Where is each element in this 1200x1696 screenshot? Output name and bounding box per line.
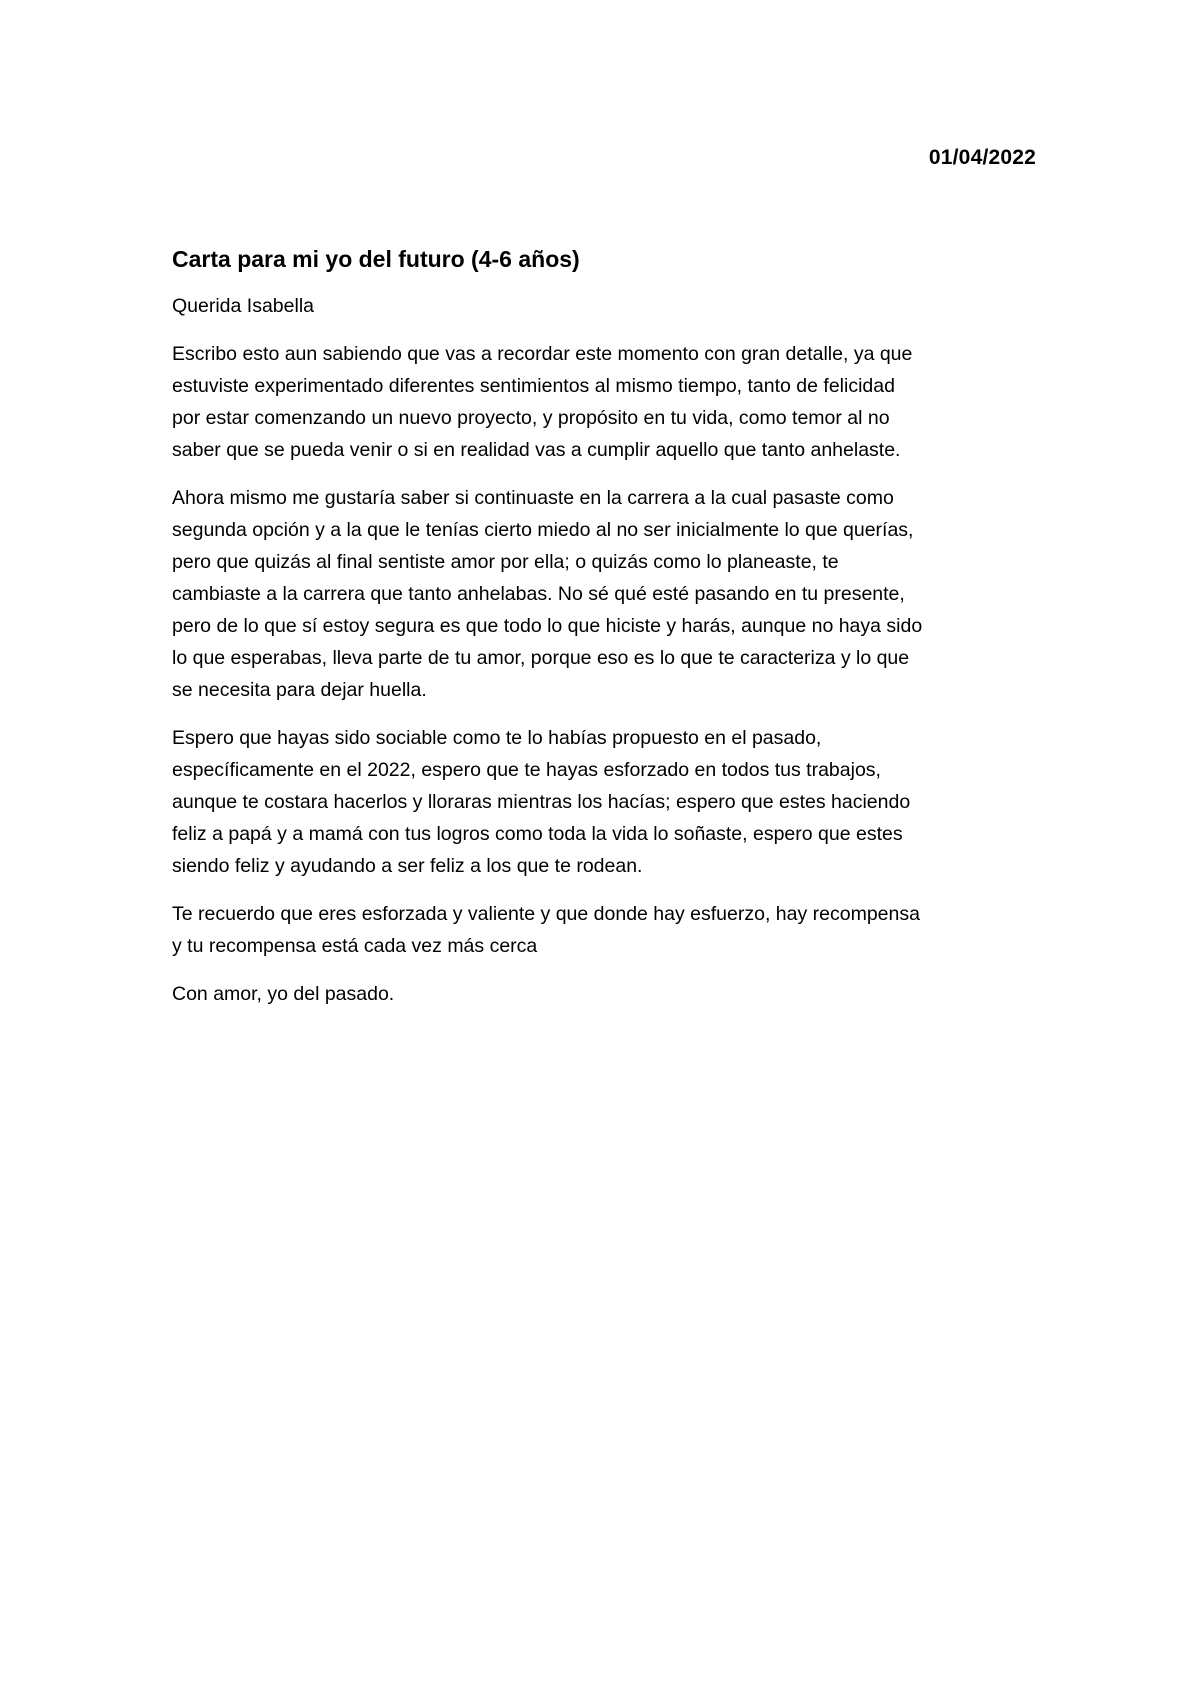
closing-line: Con amor, yo del pasado. [172,983,395,1005]
paragraph-line: siendo feliz y ayudando a ser feliz a los que te rodean. [172,855,643,877]
paragraph-line: pero que quizás al final sentiste amor por ella; o quizás como lo planeaste, te [172,551,839,573]
paragraph-line: específicamente en el 2022, espero que te hayas esforzado en todos tus trabajos, [172,759,881,781]
paragraph-line: Te recuerdo que eres esforzada y valiente y que donde hay esfuerzo, hay recompensa [172,903,920,925]
paragraph-line: se necesita para dejar huella. [172,679,427,701]
letter-body [172,244,1037,1026]
paragraph-line: estuviste experimentado diferentes sentimientos al mismo tiempo, tanto de felicidad [172,375,895,397]
paragraph-line: cambiaste a la carrera que tanto anhelabas. No sé qué esté pasando en tu presente, [172,583,905,605]
paragraph-line: aunque te costara hacerlos y lloraras mientras los hacías; espero que estes haciendo [172,791,911,813]
paragraph-line: feliz a papá y a mamá con tus logros como toda la vida lo soñaste, espero que estes [172,823,903,845]
closing [172,978,1037,1010]
greeting-line: Querida Isabella [172,295,315,317]
paragraph-line: y tu recompensa está cada vez más cerca [172,935,538,957]
paragraph-line: Ahora mismo me gustaría saber si continuaste en la carrera a la cual pasaste como [172,487,894,509]
paragraph-line: lo que esperabas, lleva parte de tu amor, porque eso es lo que te caracteriza y lo que [172,647,910,669]
paragraph-4 [172,898,1037,962]
paragraph-2 [172,482,1037,706]
paragraph-line: Espero que hayas sido sociable como te lo habías propuesto en el pasado, [172,727,822,749]
paragraph-1 [172,338,1037,466]
paragraph-line: segunda opción y a la que le tenías cierto miedo al no ser inicialmente lo que querías, [172,519,914,541]
paragraph-line: Escribo esto aun sabiendo que vas a recordar este momento con gran detalle, ya que [172,343,913,365]
letter-title: Carta para mi yo del futuro (4-6 años) [172,246,580,272]
greeting [172,290,1037,322]
paragraph-line: saber que se pueda venir o si en realidad vas a cumplir aquello que tanto anhelaste. [172,439,901,461]
letter-date: 01/04/2022 [928,146,1036,169]
paragraph-line: pero de lo que sí estoy segura es que todo lo que hiciste y harás, aunque no haya sido [172,615,923,637]
paragraph-3 [172,722,1037,882]
paragraph-line: por estar comenzando un nuevo proyecto, y propósito en tu vida, como temor al no [172,407,890,429]
